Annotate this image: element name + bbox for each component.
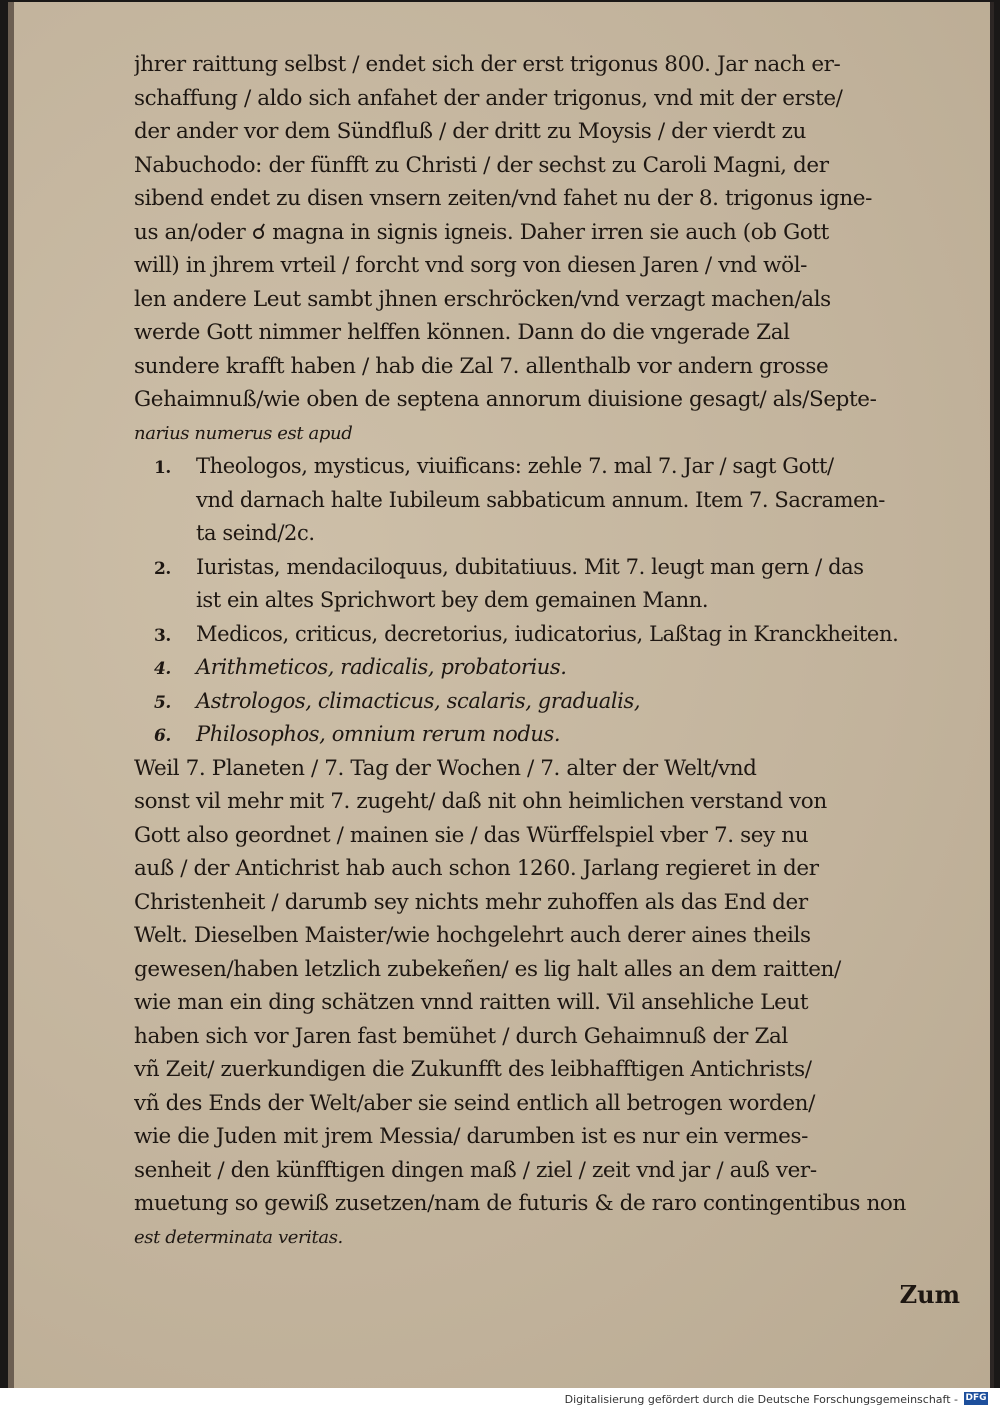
list-number: 1. (154, 458, 171, 478)
list-text: Iuristas, mendaciloquus, dubitatiuus. Mit 7. leugt man gern / das (196, 554, 864, 579)
list-text: Theologos, mysticus, viuificans: zehle 7. mal 7. Jar / sagt Gott/ (196, 454, 834, 478)
list-text: Philosophos, omnium rerum nodus. (196, 722, 561, 746)
list-number: 2. (154, 558, 171, 579)
list-number: 4. (154, 659, 171, 679)
text-block (134, 48, 984, 1254)
list-item (134, 718, 984, 752)
text-line: vñ Zeit/ zuerkundigen die Zukunfft des leibhafftigen Antichrists/ (134, 1057, 812, 1082)
text-line: sonst vil mehr mit 7. zugeht/ daß nit ohn heimlichen verstand von (134, 789, 827, 814)
list-number: 6. (154, 726, 171, 746)
text-line: Gott also geordnet / mainen sie / das Würffelspiel vber 7. sey nu (134, 822, 809, 848)
text-line: Christenheit / darumb sey nichts mehr zuhoffen als das End der (134, 889, 808, 915)
list-text: ist ein altes Sprichwort bey dem gemainen Mann. (196, 588, 709, 612)
list-item (134, 551, 984, 585)
text-line: muetung so gewiß zusetzen/nam de futuris & de raro contingentibus non (134, 1191, 906, 1216)
list-item-continuation (134, 484, 984, 518)
text-line: narius numerus est apud (134, 422, 353, 444)
text-line: auß / der Antichrist hab auch schon 1260. Jarlang regieret in der (134, 856, 819, 881)
list-number: 5. (154, 692, 171, 713)
text-line: wie man ein ding schätzen vnnd raitten will. Vil ansehliche Leut (134, 990, 809, 1015)
list-item-continuation (134, 517, 984, 551)
text-line: der ander vor dem Sündfluß / der dritt zu Moysis / der vierdt zu (134, 119, 806, 144)
list-text: Astrologos, climacticus, scalaris, gradualis, (196, 688, 641, 713)
list-item (134, 450, 984, 484)
footer-credit: Digitalisierung gefördert durch die Deutsche Forschungsgemeinschaft - (564, 1393, 958, 1406)
footer-bar (0, 1388, 1000, 1410)
text-line: Nabuchodo: der fünfft zu Christi / der sechst zu Caroli Magni, der (134, 152, 829, 178)
text-line: werde Gott nimmer helffen können. Dann do die vngerade Zal (134, 320, 790, 345)
text-line: will) in jhrem vrteil / forcht vnd sorg von diesen Jaren / vnd wöl- (134, 253, 808, 278)
text-line: jhrer raittung selbst / endet sich der erst trigonus 800. Jar nach er- (134, 52, 841, 77)
text-line: schaffung / aldo sich anfahet der ander trigonus, vnd mit der erste/ (134, 85, 843, 111)
list-item (134, 651, 984, 685)
text-line: haben sich vor Jaren fast bemühet / durch Gehaimnuß der Zal (134, 1023, 788, 1049)
text-line: est determinata veritas. (134, 1226, 343, 1248)
text-line: len andere Leut sambt jhnen erschröcken/vnd verzagt machen/als (134, 286, 831, 312)
list-number: 3. (154, 625, 171, 646)
dfg-logo-icon: DFG (965, 1393, 987, 1403)
list-item (134, 618, 984, 652)
list-text: Arithmeticos, radicalis, probatorius. (196, 655, 567, 679)
list-text: ta seind/2c. (196, 521, 315, 545)
text-line: sibend endet zu disen vnsern zeiten/vnd fahet nu der 8. trigonus igne- (134, 186, 872, 211)
list-text: vnd darnach halte Iubileum sabbaticum annum. Item 7. Sacramen- (196, 487, 885, 512)
text-line: gewesen/haben letzlich zubekeñen/ es lig halt alles an dem raitten/ (134, 956, 841, 982)
text-line: us an/oder ☌ magna in signis igneis. Daher irren sie auch (ob Gott (134, 219, 829, 245)
text-line: Welt. Dieselben Maister/wie hochgelehrt auch derer aines theils (134, 923, 811, 948)
text-line: senheit / den künfftigen dingen maß / ziel / zeit vnd jar / auß ver- (134, 1157, 817, 1183)
list-text: Medicos, criticus, decretorius, iudicatorius, Laßtag in Kranckheiten. (196, 621, 899, 646)
text-line: Weil 7. Planeten / 7. Tag der Wochen / 7. alter der Welt/vnd (134, 755, 757, 781)
text-line: wie die Juden mit jrem Messia/ darumben ist es nur ein vermes- (134, 1124, 808, 1149)
list-item-continuation (134, 584, 984, 618)
text-line: sundere krafft haben / hab die Zal 7. allenthalb vor andern grosse (134, 353, 829, 379)
catchword: Zum (899, 1280, 960, 1309)
list-item (134, 685, 984, 719)
book-page (8, 2, 994, 1388)
text-line: Gehaimnuß/wie oben de septena annorum diuisione gesagt/ als/Septe- (134, 387, 877, 412)
text-line: vñ des Ends der Welt/aber sie seind entlich all betrogen worden/ (134, 1090, 815, 1116)
